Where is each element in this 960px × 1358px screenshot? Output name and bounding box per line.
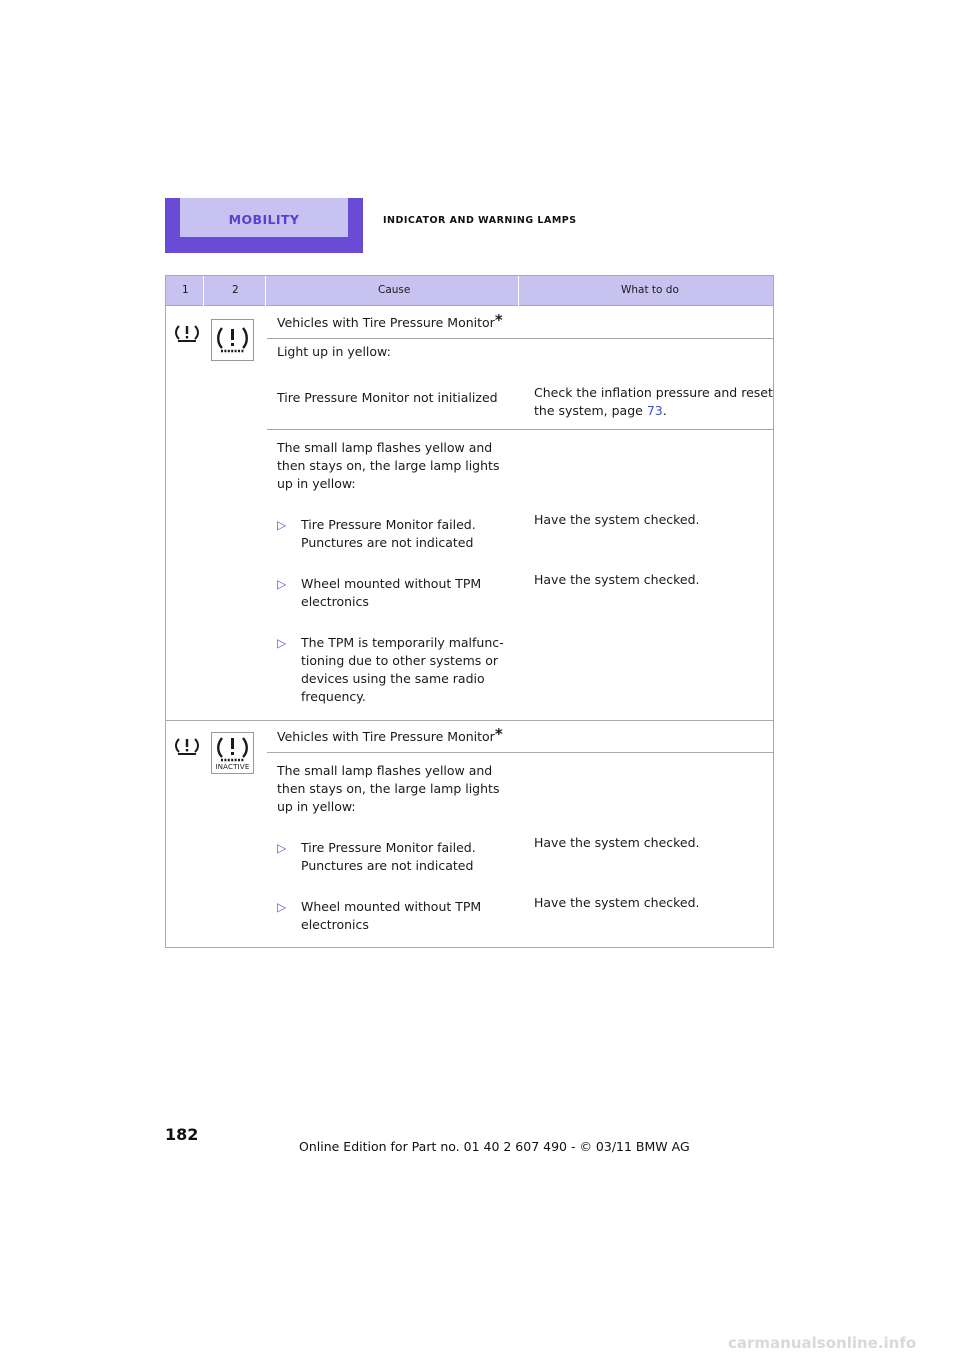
optional-equipment-asterisk: * xyxy=(494,725,503,743)
table-header-row xyxy=(166,276,773,306)
block1-bullet2: Wheel mounted without TPM electronics xyxy=(301,576,482,609)
tpm-inactive-large-icon xyxy=(211,732,254,774)
block2-bullet2-todo: Have the system checked. xyxy=(534,895,700,910)
col-header-2: 2 xyxy=(232,284,239,296)
watermark: carmanualsonline.info xyxy=(728,1334,917,1352)
tire-pressure-icon xyxy=(212,320,253,360)
block1-cause1: Tire Pressure Monitor not initialized xyxy=(277,390,498,405)
block2-bullet1: Tire Pressure Monitor failed. Punctures are not indicated xyxy=(301,840,476,873)
col-header-what-to-do: What to do xyxy=(621,284,679,296)
bullet-arrow-icon: ▷ xyxy=(277,636,287,650)
footer-edition-text: Online Edition for Part no. 01 40 2 607 490 - © 03/11 BMW AG xyxy=(299,1139,690,1154)
bullet-arrow-icon: ▷ xyxy=(277,577,287,591)
row-divider xyxy=(267,338,773,339)
bullet-arrow-icon: ▷ xyxy=(277,900,287,914)
block1-bullet3: The TPM is temporarily malfunc- tioning due to other systems or devices using the same radio frequency. xyxy=(301,635,504,704)
page-reference-link[interactable]: 73 xyxy=(646,403,663,418)
block1-sub1: Light up in yellow: xyxy=(277,344,391,359)
inactive-icon-label: INACTIVE xyxy=(215,763,250,771)
row-divider xyxy=(267,752,773,753)
row-divider xyxy=(267,429,773,430)
indicator-table xyxy=(165,275,774,948)
col-header-cause: Cause xyxy=(378,284,411,296)
tpm-inactive-small-icon xyxy=(174,736,200,758)
block1-bullet2-todo: Have the system checked. xyxy=(534,572,700,587)
section-tab-label: MOBILITY xyxy=(228,212,300,227)
block2-sub: The small lamp flashes yellow and then stays on, the large lamp lights up in yellow: xyxy=(277,763,500,814)
block1-todo1: Check the inflation pressure and reset the system, page 73. xyxy=(534,385,773,418)
bullet-arrow-icon: ▷ xyxy=(277,841,287,855)
col-divider xyxy=(518,276,519,306)
tire-pressure-inactive-icon xyxy=(212,733,253,765)
block-divider xyxy=(166,720,773,721)
block1-sub2: The small lamp flashes yellow and then stays on, the large lamp lights up in yellow: xyxy=(277,440,500,491)
block2-heading: Vehicles with Tire Pressure Monitor* xyxy=(277,725,503,744)
block1-bullet1: Tire Pressure Monitor failed. Punctures are not indicated xyxy=(301,517,476,550)
block1-bullet1-todo: Have the system checked. xyxy=(534,512,700,527)
col-header-1: 1 xyxy=(182,284,189,296)
block1-heading: Vehicles with Tire Pressure Monitor* xyxy=(277,311,503,330)
optional-equipment-asterisk: * xyxy=(494,311,503,329)
page-number: 182 xyxy=(165,1125,199,1144)
page-header-title: INDICATOR AND WARNING LAMPS xyxy=(383,215,577,226)
tpm-warning-small-icon xyxy=(174,323,200,345)
tpm-warning-large-icon xyxy=(211,319,254,361)
block2-bullet2: Wheel mounted without TPM electronics xyxy=(301,899,482,932)
bullet-arrow-icon: ▷ xyxy=(277,518,287,532)
col-divider xyxy=(203,276,204,306)
block2-bullet1-todo: Have the system checked. xyxy=(534,835,700,850)
col-divider xyxy=(265,276,266,306)
